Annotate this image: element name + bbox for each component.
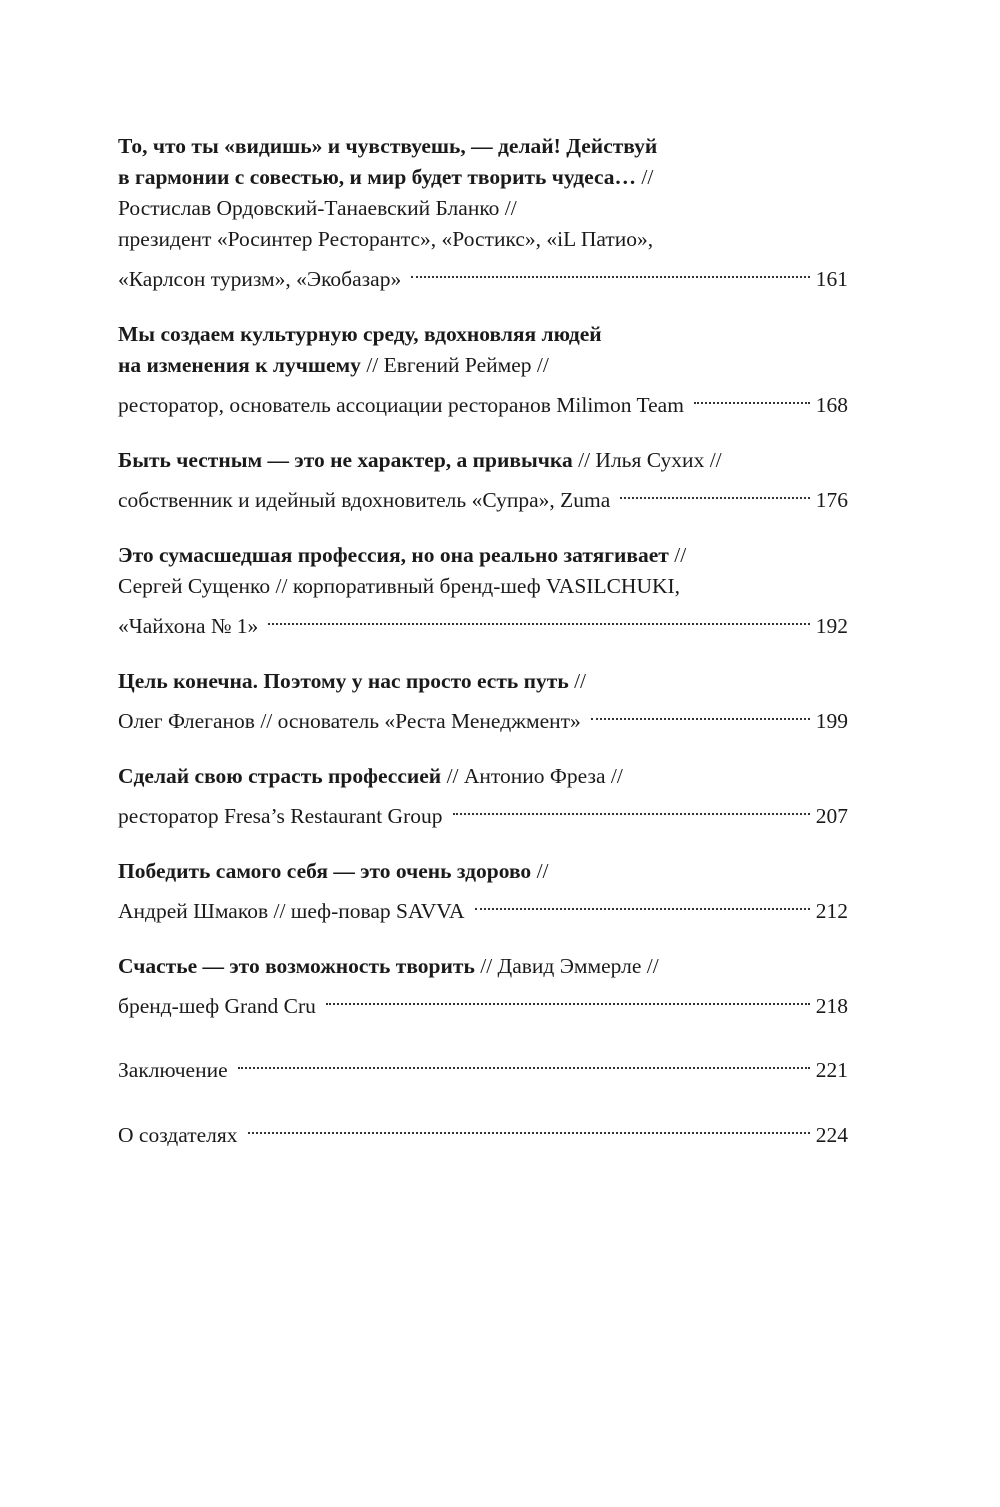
page-number: 218 <box>815 994 848 1018</box>
leader-dots <box>475 887 810 918</box>
toc-entry-title-bold: Цель конечна. Поэтому у нас просто есть путь <box>118 669 569 693</box>
toc-entry-title-line <box>118 350 848 381</box>
toc-entry-title: Заключение <box>118 1058 228 1082</box>
toc-entry-separator: // <box>668 543 687 567</box>
page-number: 161 <box>815 267 848 291</box>
toc-entry-separator: // <box>531 859 549 883</box>
page-number: 221 <box>815 1058 848 1082</box>
toc-entry-page-line <box>118 1046 848 1086</box>
toc-entry-title-bold: Быть честным — это не характер, а привычка <box>118 448 573 472</box>
toc-entry-title-bold: Победить самого себя — это очень здорово <box>118 859 532 883</box>
toc-entry-author: Сергей Сущенко // корпоративный бренд-шеф VASILCHUKI, <box>118 574 681 598</box>
toc-entry-separator: // <box>568 669 587 693</box>
page-number: 192 <box>815 614 848 638</box>
toc-entry-title-line <box>118 162 848 193</box>
leader-dots <box>326 982 810 1013</box>
toc-entry-author: Олег Флеганов // основатель «Реста Менеджмент» <box>118 709 581 733</box>
toc-entry-role: ресторатор, основатель ассоциации ресторанов Milimon Team <box>118 393 684 417</box>
toc-entry-title-line <box>118 761 848 792</box>
leader-dots <box>411 255 810 286</box>
toc-entry-title: Мы создаем культурную среду, вдохновляя людей <box>118 322 602 346</box>
leader-dots <box>620 476 809 507</box>
toc-entry <box>118 319 848 421</box>
toc-entry-page-line <box>118 476 848 516</box>
toc-entry-role: ресторатор Fresa’s Restaurant Group <box>118 804 443 828</box>
toc-entry-author: Ростислав Ордовский-Танаевский Бланко // <box>118 196 517 220</box>
leader-dots <box>238 1046 810 1077</box>
leader-dots <box>694 381 810 412</box>
toc-entry <box>118 761 848 832</box>
toc-entry-title: О создателях <box>118 1123 238 1147</box>
toc-entry-role: президент «Росинтер Ресторантс», «Ростикс», «iL Патио», <box>118 227 654 251</box>
toc-entry-page-line <box>118 602 848 642</box>
leader-dots <box>268 602 809 633</box>
page-number: 212 <box>815 899 848 923</box>
toc-entry-title-line <box>118 856 848 887</box>
toc-entry-page-line <box>118 1111 848 1151</box>
toc-entry-title-line <box>118 540 848 571</box>
toc-entry-role: бренд-шеф Grand Cru <box>118 994 316 1018</box>
toc-entry-role: «Чайхона № 1» <box>118 614 259 638</box>
toc-entry-title: То, что ты «видишь» и чувствуешь, — делай! Действуй <box>118 134 658 158</box>
toc-entry-page-line <box>118 255 848 295</box>
page-number: 224 <box>815 1123 848 1147</box>
toc-entry <box>118 445 848 516</box>
toc-entry-role: собственник и идейный вдохновитель «Супра», Zuma <box>118 488 611 512</box>
toc-entry-author: // Илья Сухих // <box>572 448 722 472</box>
toc-entry <box>118 666 848 737</box>
leader-dots <box>248 1111 810 1142</box>
toc-entry-page-line <box>118 792 848 832</box>
toc-entry-title-bold: Сделай свою страсть профессией <box>118 764 442 788</box>
toc-entry-page-line <box>118 697 848 737</box>
toc-entry-separator: // <box>636 165 654 189</box>
toc-entry-author: // Антонио Фреза // <box>441 764 623 788</box>
toc-entry-role: «Карлсон туризм», «Экобазар» <box>118 267 402 291</box>
toc-entry-title-bold: Это сумасшедшая профессия, но она реально затягивает <box>118 543 669 567</box>
toc-entry <box>118 540 848 642</box>
page-number: 199 <box>815 709 848 733</box>
toc-entry <box>118 1111 848 1151</box>
toc-entry-author: // Давид Эммерле // <box>474 954 659 978</box>
toc-entry-title-bold: в гармонии с совестью, и мир будет творить чудеса… <box>118 165 637 189</box>
toc-entry-author: Андрей Шмаков // шеф-повар SAVVA <box>118 899 465 923</box>
toc-entry <box>118 131 848 295</box>
toc-entry-author: // Евгений Реймер // <box>360 353 549 377</box>
toc-entry-title-line <box>118 951 848 982</box>
toc-entry-title-bold: на изменения к лучшему <box>118 353 361 377</box>
toc-entry-page-line <box>118 887 848 927</box>
page-number: 176 <box>815 488 848 512</box>
leader-dots <box>453 792 810 823</box>
page-number: 168 <box>815 393 848 417</box>
toc-entry-title-line <box>118 445 848 476</box>
toc-entry-title-bold: Счастье — это возможность творить <box>118 954 475 978</box>
leader-dots <box>591 697 810 728</box>
toc-entry-title-line <box>118 666 848 697</box>
page-number: 207 <box>815 804 848 828</box>
toc-entry <box>118 951 848 1022</box>
table-of-contents <box>118 131 848 1175</box>
toc-entry-page-line <box>118 381 848 421</box>
toc-entry-page-line <box>118 982 848 1022</box>
toc-entry <box>118 1046 848 1086</box>
toc-entry <box>118 856 848 927</box>
